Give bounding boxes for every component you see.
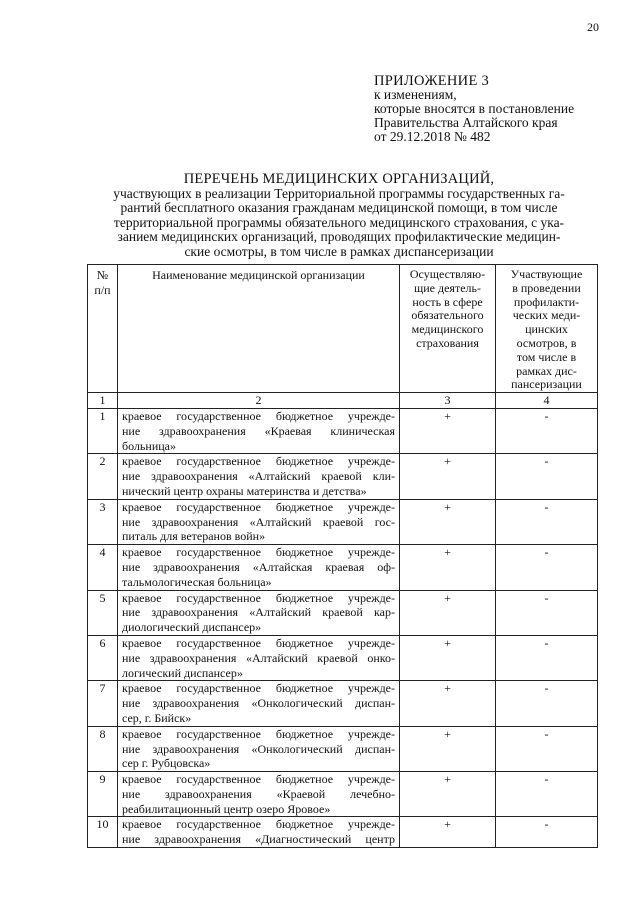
row-number: 4 <box>88 545 118 590</box>
appendix-title: ПРИЛОЖЕНИЕ 3 <box>374 73 490 89</box>
oms-mark: + <box>400 817 496 848</box>
row-number: 3 <box>88 499 118 544</box>
appendix-line: Правительства Алтайского края <box>374 115 558 130</box>
table-row <box>88 817 598 848</box>
organization-name-line: ние здравоохранения «Алтайский краевой кли- <box>122 469 395 484</box>
organization-name-line: ние здравоохранения «Краевой лечебно- <box>122 786 395 801</box>
table-body <box>88 408 598 847</box>
page-number: 20 <box>587 20 599 34</box>
organization-name-line: тальмологическая больница» <box>122 574 272 589</box>
organization-name <box>118 454 400 499</box>
column-index: 3 <box>400 393 496 409</box>
column-index: 2 <box>118 393 400 409</box>
row-number: 9 <box>88 772 118 817</box>
prof-mark: - <box>496 726 598 771</box>
table-header-row <box>88 265 598 393</box>
organization-name-line: питаль для ветеранов войн» <box>122 529 266 544</box>
organization-name-line: краевое государственное бюджетное учрежде- <box>122 408 395 423</box>
oms-mark: + <box>400 590 496 635</box>
organization-name <box>118 681 400 726</box>
oms-mark: + <box>400 772 496 817</box>
heading-line: занием медицинских организаций, проводящих профилактические медицин- <box>117 229 561 244</box>
organization-name <box>118 635 400 680</box>
organization-name-line: краевое государственное бюджетное учрежде- <box>122 454 395 469</box>
appendix-line: которые вносятся в постановление <box>374 101 575 116</box>
table-row <box>88 772 598 817</box>
header-name: Наименование медицинской организации <box>118 265 400 393</box>
organization-name <box>118 817 400 848</box>
organization-name-line: ние здравоохранения «Алтайский краевой онко- <box>122 650 395 665</box>
prof-mark: - <box>496 590 598 635</box>
organization-name-line: краевое государственное бюджетное учрежде- <box>122 499 395 514</box>
appendix-block <box>374 74 574 144</box>
document-heading <box>80 172 598 259</box>
organization-name <box>118 499 400 544</box>
table-row <box>88 499 598 544</box>
header-oms: Осуществляю- щие деятель- ность в сфере обязательного медицинского страхования <box>400 265 496 393</box>
heading-line: территориальной программы обязательного медицинского страхования, с ука- <box>113 214 565 230</box>
organization-name-line: краевое государственное бюджетное учрежде- <box>122 590 395 605</box>
prof-mark: - <box>496 408 598 453</box>
organization-name-line: сер г. Рубцовска» <box>122 756 211 771</box>
prof-mark: - <box>496 454 598 499</box>
organization-name-line: диологический диспансер» <box>122 620 262 635</box>
organization-name-line: ние здравоохранения «Краевая клиническая <box>122 423 395 438</box>
organization-name-line: краевое государственное бюджетное учрежде- <box>122 772 395 787</box>
prof-mark: - <box>496 772 598 817</box>
organization-name-line: краевое государственное бюджетное учрежде- <box>122 817 395 832</box>
document-title: ПЕРЕЧЕНЬ МЕДИЦИНСКИХ ОРГАНИЗАЦИЙ, <box>183 171 495 187</box>
organization-name-line: ние здравоохранения «Алтайский краевой кар- <box>122 605 395 620</box>
organization-name <box>118 590 400 635</box>
row-number: 5 <box>88 590 118 635</box>
organization-name-line: нический центр охраны материнства и детства» <box>122 483 367 498</box>
table-row <box>88 545 598 590</box>
organization-name <box>118 726 400 771</box>
row-number: 8 <box>88 726 118 771</box>
organization-name-line: логический диспансер» <box>122 665 243 680</box>
table-row <box>88 454 598 499</box>
organization-name-line: реабилитационный центр озеро Яровое» <box>122 801 331 816</box>
row-number: 10 <box>88 817 118 848</box>
oms-mark: + <box>400 408 496 453</box>
organization-name-line: ние здравоохранения «Онкологический диспан- <box>122 696 395 711</box>
heading-line: участвующих в реализации Территориальной программы государственных га- <box>113 185 565 201</box>
table-row <box>88 408 598 453</box>
organization-name-line: ние здравоохранения «Диагностический центр <box>122 832 395 847</box>
row-number: 6 <box>88 635 118 680</box>
heading-line: ские осмотры, в том числе в рамках диспансеризации <box>184 243 494 259</box>
prof-mark: - <box>496 499 598 544</box>
organization-name-line: ние здравоохранения «Алтайский краевой гос- <box>122 514 395 529</box>
prof-mark: - <box>496 681 598 726</box>
organization-name <box>118 772 400 817</box>
header-num: № п/п <box>88 265 118 393</box>
organization-name-line: краевое государственное бюджетное учрежде- <box>122 545 395 560</box>
prof-mark: - <box>496 817 598 848</box>
header-prof: Участвующие в проведении профилакти- ческих меди- цинских осмотров, в том числе в рамках дис- пансеризации <box>496 265 598 393</box>
appendix-line: от 29.12.2018 № 482 <box>374 129 491 144</box>
prof-mark: - <box>496 545 598 590</box>
row-number: 2 <box>88 454 118 499</box>
oms-mark: + <box>400 635 496 680</box>
organization-name-line: краевое государственное бюджетное учрежде- <box>122 635 395 650</box>
row-number: 7 <box>88 681 118 726</box>
organization-name-line: краевое государственное бюджетное учрежде- <box>122 681 395 696</box>
column-index: 4 <box>496 393 598 409</box>
prof-mark: - <box>496 635 598 680</box>
organization-name-line: сер, г. Бийск» <box>122 710 192 725</box>
table-row <box>88 681 598 726</box>
oms-mark: + <box>400 454 496 499</box>
table-row <box>88 635 598 680</box>
heading-line: рантий бесплатного оказания гражданам медицинской помощи, в том числе <box>120 200 558 215</box>
oms-mark: + <box>400 545 496 590</box>
organization-name <box>118 408 400 453</box>
organization-name <box>118 545 400 590</box>
oms-mark: + <box>400 681 496 726</box>
column-index: 1 <box>88 393 118 409</box>
organization-name-line: больница» <box>122 438 176 453</box>
oms-mark: + <box>400 726 496 771</box>
appendix-line: к изменениям, <box>374 87 457 102</box>
organization-name-line: ние здравоохранения «Онкологический диспан- <box>122 741 395 756</box>
table-row <box>88 590 598 635</box>
table-row <box>88 726 598 771</box>
organization-name-line: краевое государственное бюджетное учрежде- <box>122 726 395 741</box>
row-number: 1 <box>88 408 118 453</box>
organizations-table <box>87 264 598 848</box>
column-index-row <box>88 393 598 409</box>
organization-name-line: ние здравоохранения «Алтайская краевая оф- <box>122 559 395 574</box>
oms-mark: + <box>400 499 496 544</box>
